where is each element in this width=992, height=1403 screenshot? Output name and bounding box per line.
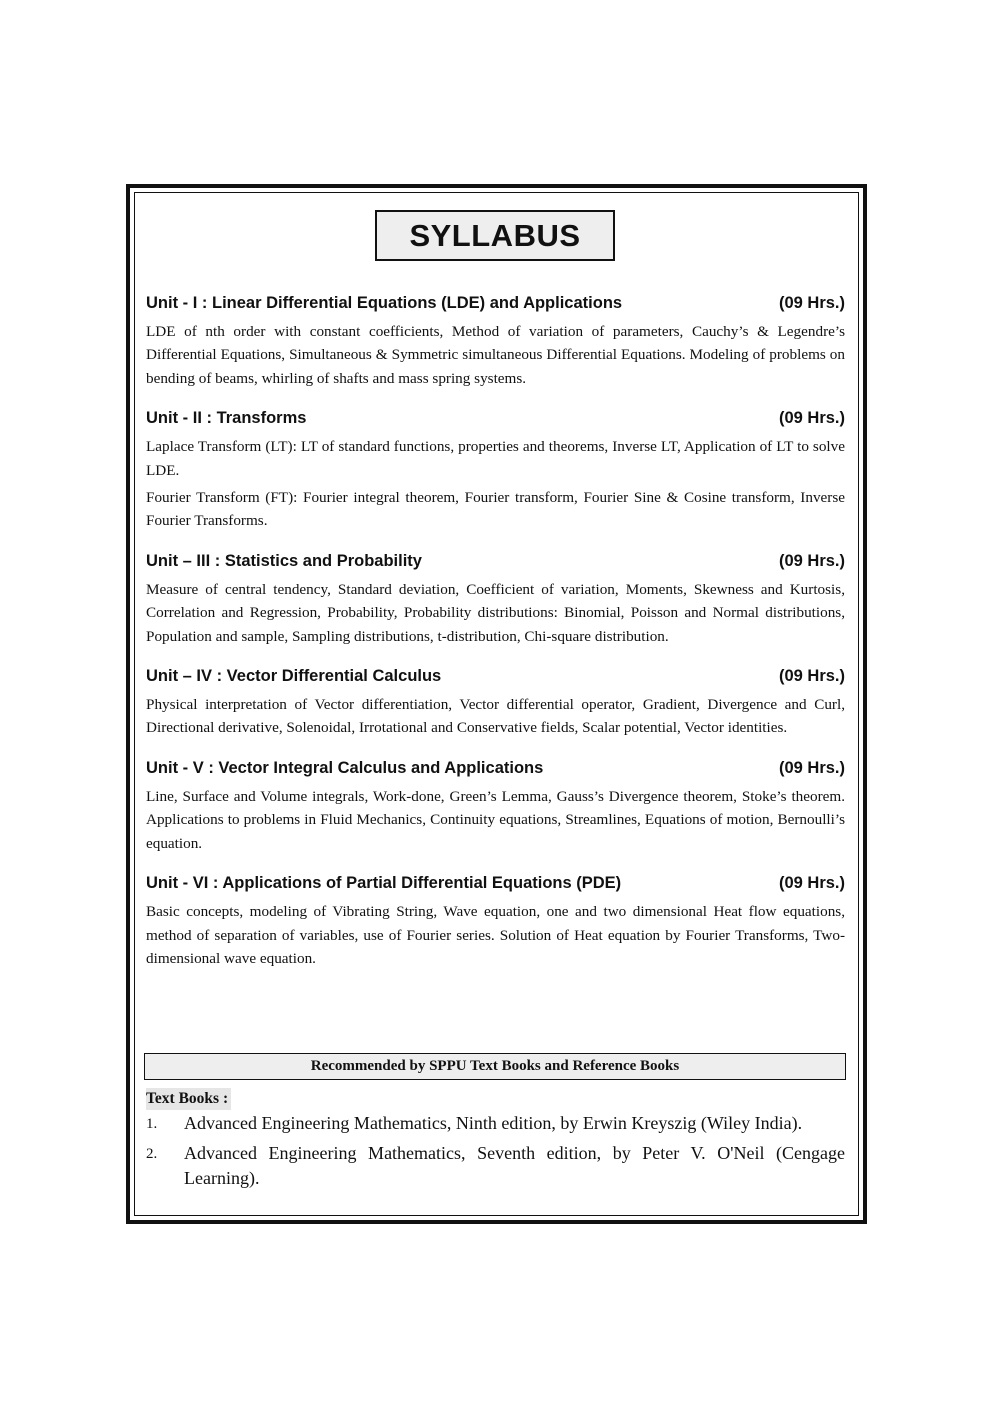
unit-hours: (09 Hrs.) <box>778 667 845 686</box>
unit-heading: Unit - V : Vector Integral Calculus and Applications <box>146 758 544 777</box>
unit-hours: (09 Hrs.) <box>778 409 845 428</box>
list-item <box>146 1111 845 1137</box>
unit-paragraph: LDE of nth order with constant coefficients, Method of variation of parameters, Cauchy’s & Legendre’s Differential Equations, Simultaneous & Symmetric simultaneous Differential Equations. Modeling of problems on bending of beams, whirling of shafts and mass spring systems. <box>146 323 845 387</box>
unit-body <box>146 900 845 970</box>
units-section <box>146 291 845 986</box>
unit-paragraph: Laplace Transform (LT): LT of standard functions, properties and theorems, Inverse LT, Application of LT to solve LDE. <box>146 438 845 479</box>
unit-3 <box>146 549 845 648</box>
unit-header <box>146 664 845 688</box>
unit-hours: (09 Hrs.) <box>778 294 845 312</box>
unit-body <box>146 785 845 855</box>
unit-heading: Unit - II : Transforms <box>146 409 307 428</box>
unit-body <box>146 435 845 533</box>
unit-header <box>146 549 845 573</box>
unit-header <box>146 871 845 895</box>
book-title: Advanced Engineering Mathematics, Ninth edition, by Erwin Kreyszig (Wiley India). <box>184 1113 803 1133</box>
unit-1 <box>146 291 845 390</box>
book-title: Advanced Engineering Mathematics, Seventh edition, by Peter V. O'Neil (Cengage Learning). <box>184 1143 845 1188</box>
unit-body <box>146 320 845 390</box>
list-number: 1. <box>146 1116 158 1132</box>
recommended-books-label: Recommended by SPPU Text Books and Reference Books <box>310 1058 680 1074</box>
list-item <box>146 1141 845 1191</box>
text-books-label: Text Books : <box>146 1088 231 1110</box>
unit-body <box>146 693 845 740</box>
unit-heading: Unit - I : Linear Differential Equations (LDE) and Applications <box>146 294 623 312</box>
title-box <box>375 210 615 261</box>
unit-hours: (09 Hrs.) <box>778 551 845 570</box>
recommended-books-banner <box>144 1053 846 1080</box>
unit-2 <box>146 406 845 533</box>
unit-5 <box>146 756 845 855</box>
unit-paragraph: Physical interpretation of Vector differentiation, Vector differential operator, Gradient, Divergence and Curl, Directional derivative, Solenoidal, Irrotational and Conservative fields, Scalar potential, Vector identities. <box>146 696 845 737</box>
list-number: 2. <box>146 1146 158 1162</box>
unit-header <box>146 756 845 780</box>
unit-paragraph: Measure of central tendency, Standard deviation, Coefficient of variation, Moments, Skewness and Kurtosis, Correlation and Regression, Probability, Probability distributions: Binomial, Poisson and Normal distributions, Population and sample, Sampling distributions, t-distribution, Chi-square distribution. <box>146 580 845 645</box>
unit-hours: (09 Hrs.) <box>778 758 845 777</box>
page-title: SYLLABUS <box>409 217 581 253</box>
unit-header <box>146 291 845 315</box>
unit-heading: Unit – IV : Vector Differential Calculus <box>146 667 442 686</box>
unit-heading: Unit - VI : Applications of Partial Differential Equations (PDE) <box>146 874 622 893</box>
unit-6 <box>146 871 845 970</box>
unit-body <box>146 578 845 648</box>
unit-header <box>146 406 845 430</box>
unit-paragraph: Fourier Transform (FT): Fourier integral theorem, Fourier transform, Fourier Sine & Cosine transform, Inverse Fourier Transforms. <box>146 489 845 530</box>
text-books-list <box>146 1111 845 1195</box>
unit-paragraph: Basic concepts, modeling of Vibrating String, Wave equation, one and two dimensional Heat flow equations, method of separation of variables, use of Fourier series. Solution of Heat equation by Fourier Transforms, Two-dimensional wave equation. <box>146 903 845 967</box>
unit-paragraph: Line, Surface and Volume integrals, Work-done, Green’s Lemma, Gauss’s Divergence theorem, Stoke’s theorem. Applications to problems in Fluid Mechanics, Continuity equations, Streamlines, Equations of motion, Bernoulli’s equation. <box>146 787 845 852</box>
unit-4 <box>146 664 845 740</box>
unit-hours: (09 Hrs.) <box>778 874 845 893</box>
unit-heading: Unit – III : Statistics and Probability <box>146 551 422 570</box>
